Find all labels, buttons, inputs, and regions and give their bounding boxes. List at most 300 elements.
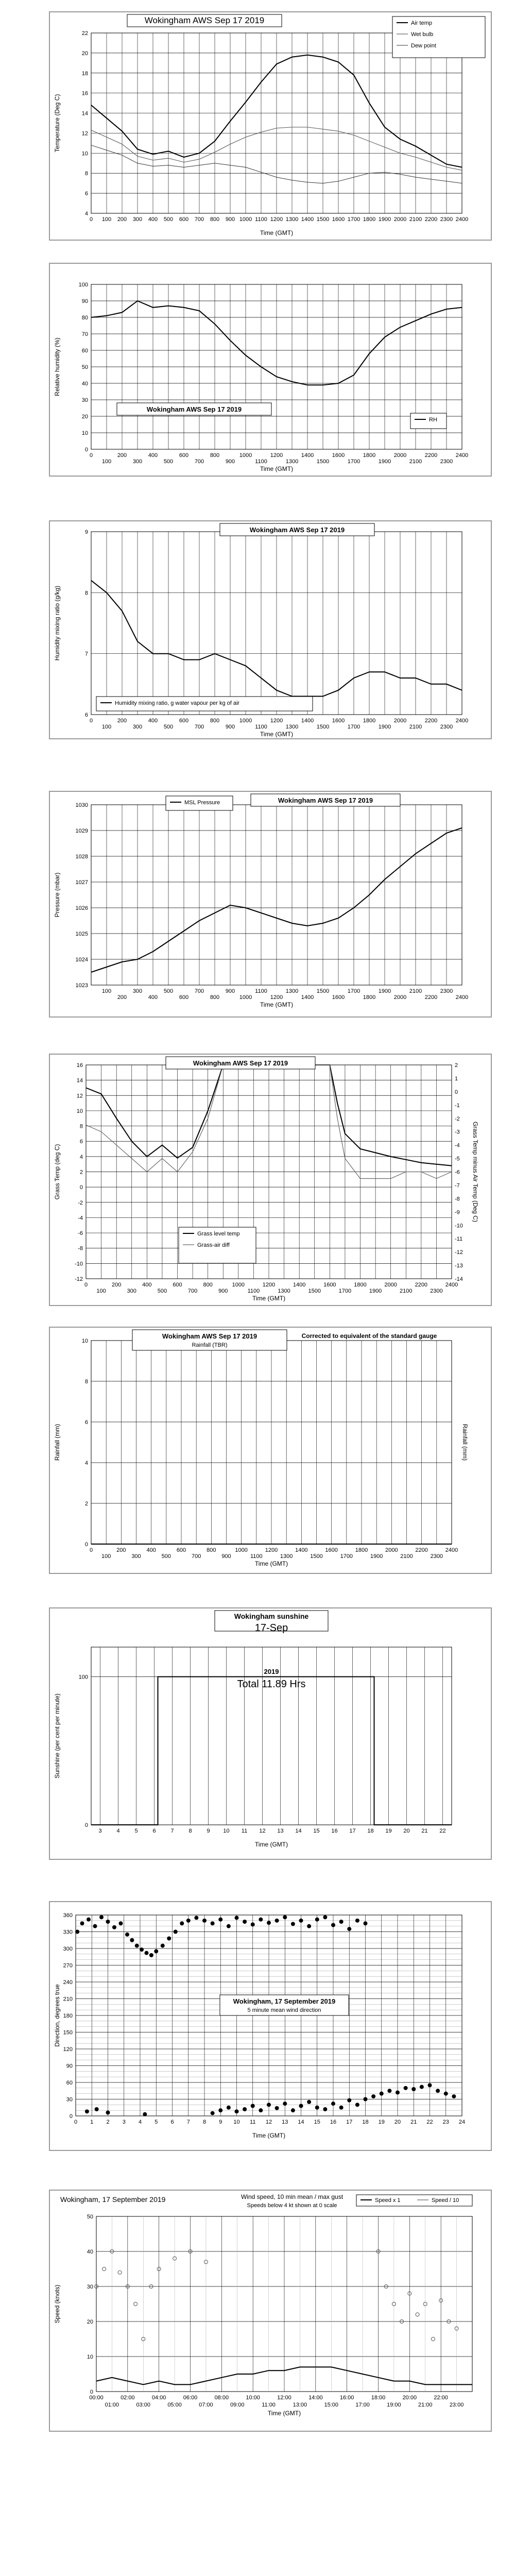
data-point [154,1949,158,1953]
chart-date: 17-Sep [254,1622,288,1634]
data-point [167,1937,171,1941]
x-tick-label: 2400 [455,994,469,1001]
y-tick-label: 180 [63,2013,73,2019]
x-axis-label: Time (GMT) [260,1001,294,1008]
x-tick-label: 900 [225,459,235,465]
y-tick-label: 10 [81,430,88,436]
x-tick-label: 700 [191,1553,201,1560]
x-tick-label: 7 [170,1828,174,1834]
x-tick-label: 1100 [255,724,267,730]
data-point [211,1921,215,1925]
x-tick-label: 2100 [409,724,422,730]
x-tick-label: 600 [179,718,189,724]
x-tick-label: 9 [219,2119,222,2125]
x-tick-label: 1800 [355,1547,368,1553]
x-tick-label: 06:00 [183,2395,198,2401]
x-tick-label: 2200 [415,1282,428,1288]
legend-label: Air temp [411,20,432,26]
grass-temp-chart-panel [49,1054,492,1306]
chart-subtitle: Rainfall (TBR) [192,1342,228,1348]
y-tick-label: 1027 [75,879,88,886]
y-tick-label: 10 [87,2354,93,2360]
x-tick-label: 1700 [347,724,360,730]
y-tick-label: 8 [79,1123,83,1130]
x-tick-label: 6 [170,2119,174,2125]
y-tick-label: 6 [84,1419,88,1426]
x-tick-label: 4 [116,1828,120,1834]
x-tick-label: 100 [101,1553,111,1560]
legend-label: Grass-air diff [197,1242,230,1248]
x-tick-label: 13:00 [293,2402,307,2408]
x-tick-label: 2200 [424,452,438,459]
legend-label: MSL Pressure [184,800,220,806]
wind-speed-chart-panel [49,2190,492,2432]
chart-title: Wokingham sunshine [234,1612,309,1620]
x-tick-label: 1800 [363,718,376,724]
pressure-chart [50,792,491,1016]
x-tick-label: 1900 [378,724,391,730]
y-tick-label: 40 [81,381,88,387]
data-point [85,2109,89,2113]
data-point [149,1953,153,1957]
x-tick-label: 11 [241,1828,248,1834]
x-tick-label: 1000 [239,216,252,223]
legend-box [410,413,447,429]
x-tick-label: 0 [89,216,93,223]
x-tick-label: 03:00 [136,2402,151,2408]
x-tick-label: 1400 [301,994,314,1001]
y-tick-label: 150 [63,2029,73,2036]
y-tick-label: 8 [84,590,88,597]
x-tick-label: 8 [188,1828,192,1834]
x-tick-label: 1100 [255,988,267,994]
x-tick-label: 100 [96,1288,106,1294]
y-tick-label: 2 [84,1501,88,1507]
x-axis-label: Time (GMT) [260,229,294,236]
y-right-tick-label: -13 [455,1263,463,1269]
chart-title: Wokingham AWS Sep 17 2019 [278,796,373,804]
data-point [143,2112,147,2116]
y-tick-label: 20 [81,50,88,57]
chart-title: Wokingham, 17 September 2019 [60,2195,166,2204]
data-point [125,1933,129,1937]
data-point [411,2087,416,2091]
x-tick-label: 700 [194,459,204,465]
y-right-tick-label: -4 [455,1142,460,1149]
y-tick-label: 80 [81,315,88,321]
x-tick-label: 400 [146,1547,156,1553]
x-tick-label: 1800 [354,1282,367,1288]
chart-total: Total 11.89 Hrs [237,1679,306,1690]
x-tick-label: 700 [194,724,204,730]
x-tick-label: 1900 [369,1288,382,1294]
x-tick-label: 1300 [285,988,299,994]
x-tick-label: 04:00 [151,2395,166,2401]
x-tick-label: 16 [331,1828,338,1834]
x-tick-label: 1600 [332,216,345,223]
x-tick-label: 2300 [440,459,453,465]
x-tick-label: 800 [210,216,220,223]
y-tick-label: 1025 [75,931,88,937]
x-tick-label: 10 [233,2119,240,2125]
data-point [235,2109,239,2113]
x-tick-label: 100 [101,988,112,994]
x-tick-label: 1400 [295,1547,308,1553]
x-axis-label: Time (GMT) [254,1560,288,1567]
y-tick-label: 360 [63,1912,73,1919]
y-tick-label: 270 [63,1962,73,1969]
y-axis-label: Humidity mixing ratio (g/kg) [54,585,61,661]
x-tick-label: 300 [132,724,143,730]
x-tick-label: 2100 [400,1553,413,1560]
x-tick-label: 2300 [440,988,453,994]
x-tick-label: 1000 [239,994,252,1001]
x-tick-label: 2200 [424,216,438,223]
y-tick-label: -12 [75,1276,83,1282]
x-tick-label: 100 [101,459,112,465]
x-tick-label: 10:00 [246,2395,260,2401]
data-point [347,1927,351,1931]
x-tick-label: 200 [111,1282,122,1288]
humidity-chart-panel [49,263,492,477]
x-tick-label: 09:00 [230,2402,245,2408]
x-tick-label: 1500 [316,459,330,465]
chart-year: 2019 [264,1668,279,1675]
y-tick-label: 90 [81,298,88,304]
data-point [275,1919,279,1923]
y-axis-label: Rainfall (mm) [54,1423,61,1461]
x-tick-label: 2000 [384,1282,397,1288]
data-point [323,1915,327,1919]
x-tick-label: 800 [210,452,220,459]
wind-direction-chart [50,1902,491,2150]
y-tick-label: 50 [87,2214,93,2220]
x-tick-label: 2400 [445,1282,458,1288]
y-tick-label: 100 [78,282,88,288]
x-tick-label: 21:00 [418,2402,433,2408]
x-tick-label: 4 [138,2119,142,2125]
x-tick-label: 2400 [455,216,469,223]
x-tick-label: 2100 [409,988,422,994]
x-tick-label: 14 [298,2119,304,2125]
x-tick-label: 02:00 [121,2395,135,2401]
y-tick-label: 300 [63,1946,73,1952]
x-tick-label: 22:00 [434,2395,448,2401]
y-tick-label: 6 [79,1139,83,1145]
data-point [364,2097,368,2102]
x-tick-label: 5 [154,2119,158,2125]
x-tick-label: 600 [179,452,189,459]
x-tick-label: 900 [225,216,235,223]
y-tick-label: 1030 [75,802,88,808]
x-tick-label: 3 [98,1828,102,1834]
x-tick-label: 1300 [285,724,299,730]
data-point [404,2086,408,2090]
x-tick-label: 14:00 [308,2395,323,2401]
data-point [99,1915,104,1919]
mixing-ratio-chart-panel [49,520,492,739]
x-tick-label: 1500 [316,724,330,730]
data-point [315,1918,319,1922]
x-tick-label: 19:00 [387,2402,401,2408]
data-point [259,2108,263,2112]
y-tick-label: 30 [87,2284,93,2290]
x-tick-label: 1400 [301,718,314,724]
x-tick-label: 08:00 [214,2395,229,2401]
x-tick-label: 2 [106,2119,110,2125]
x-tick-label: 7 [186,2119,190,2125]
data-point [235,1916,239,1920]
data-point [112,1925,116,1929]
data-point [436,2089,440,2093]
x-tick-label: 1200 [265,1547,278,1553]
x-tick-label: 1200 [270,718,283,724]
x-tick-label: 1000 [239,452,252,459]
data-point [299,2104,303,2108]
data-point [106,1920,110,1924]
x-tick-label: 800 [203,1282,213,1288]
y-axis-label: Sunshine (per cent per minute) [54,1693,61,1778]
data-point [218,2108,222,2112]
y-tick-label: 18 [81,70,88,77]
data-point [444,2092,448,2096]
x-tick-label: 22 [426,2119,433,2125]
data-point [140,1947,144,1952]
y-tick-label: -2 [78,1199,83,1206]
x-tick-label: 1800 [363,216,376,223]
data-point [227,2106,231,2110]
x-tick-label: 1500 [316,988,330,994]
sunshine-chart-panel [49,1607,492,1860]
x-tick-label: 2300 [430,1288,443,1294]
rainfall-chart [50,1328,491,1573]
y-right-tick-label: -7 [455,1182,460,1189]
y-tick-label: 2 [79,1169,83,1176]
data-point [307,2100,311,2104]
data-point [347,2098,351,2103]
y-tick-label: -4 [78,1215,83,1222]
data-point [251,1922,255,1926]
x-tick-label: 500 [163,988,174,994]
humidity-chart [50,264,491,476]
wind-direction-chart-panel [49,1901,492,2151]
y-tick-label: 0 [90,2389,93,2395]
y-tick-label: 20 [87,2319,93,2325]
data-point [283,2102,287,2106]
data-point [387,2089,391,2093]
x-tick-label: 200 [117,216,127,223]
x-tick-label: 2400 [445,1547,458,1553]
x-tick-label: 1000 [235,1547,248,1553]
x-tick-label: 400 [148,216,158,223]
data-point [323,2107,327,2111]
data-point [331,1923,335,1927]
x-tick-label: 100 [101,216,112,223]
grass-temp-chart [50,1055,491,1305]
x-tick-label: 500 [163,724,174,730]
data-point [93,1924,97,1928]
y-tick-label: 10 [76,1108,83,1114]
x-tick-label: 12 [259,1828,266,1834]
x-tick-label: 1200 [270,452,283,459]
y-axis-label: Relative humidity (%) [54,337,61,396]
y-tick-label: 0 [84,1541,88,1548]
y-tick-label: 1029 [75,828,88,834]
y-tick-label: 60 [66,2080,73,2086]
data-point [396,2091,400,2095]
data-point [243,1920,247,1924]
x-tick-label: 1000 [239,718,252,724]
x-tick-label: 1800 [363,452,376,459]
data-point [291,2108,295,2112]
y-tick-label: -6 [78,1230,83,1237]
x-tick-label: 300 [132,459,143,465]
x-tick-label: 17 [349,1828,356,1834]
y-tick-label: 330 [63,1929,73,1936]
x-tick-label: 18 [367,1828,374,1834]
y-tick-label: 1023 [75,982,88,989]
x-tick-label: 2300 [440,216,453,223]
data-point [355,1919,359,1923]
x-tick-label: 3 [122,2119,126,2125]
x-tick-label: 6 [152,1828,156,1834]
y-right-axis-label: Grass Temp minus Air Temp (Deg C) [472,1122,479,1222]
x-tick-label: 23:00 [449,2402,464,2408]
x-tick-label: 15:00 [324,2402,339,2408]
y-right-tick-label: 1 [455,1075,458,1082]
y-tick-label: 22 [81,30,88,37]
x-tick-label: 1500 [310,1553,323,1560]
x-tick-label: 20 [394,2119,401,2125]
x-tick-label: 900 [225,724,235,730]
y-tick-label: 12 [81,130,88,137]
x-tick-label: 0 [74,2119,78,2125]
y-tick-label: 100 [78,1674,88,1681]
x-tick-label: 13 [282,2119,288,2125]
x-tick-label: 1700 [347,988,360,994]
x-tick-label: 200 [117,718,127,724]
x-tick-label: 10 [223,1828,230,1834]
x-tick-label: 01:00 [105,2402,119,2408]
data-point [211,2111,215,2115]
y-axis-label: Pressure (mbar) [54,872,61,918]
x-tick-label: 400 [148,452,158,459]
x-tick-label: 1300 [278,1288,290,1294]
x-tick-label: 11:00 [262,2402,276,2408]
x-tick-label: 14 [295,1828,302,1834]
data-point [428,2083,432,2087]
y-tick-label: 14 [81,110,88,117]
x-tick-label: 200 [116,1547,126,1553]
y-right-tick-label: -10 [455,1223,463,1229]
data-point [380,2092,384,2096]
x-tick-label: 600 [173,1282,182,1288]
data-point [307,1924,311,1928]
x-tick-label: 1500 [308,1288,321,1294]
x-tick-label: 0 [89,452,93,459]
x-tick-label: 2100 [400,1288,413,1294]
x-tick-label: 1300 [280,1553,293,1560]
x-tick-label: 17:00 [355,2402,370,2408]
x-tick-label: 700 [187,1288,198,1294]
x-tick-label: 2200 [415,1547,428,1553]
x-tick-label: 1900 [378,216,391,223]
x-tick-label: 300 [127,1288,136,1294]
x-tick-label: 1100 [247,1288,260,1294]
data-point [218,1918,222,1922]
y-tick-label: 6 [84,191,88,197]
x-tick-label: 900 [221,1553,231,1560]
x-tick-label: 2000 [385,1547,398,1553]
x-axis-label: Time (GMT) [260,731,294,738]
x-tick-label: 1300 [285,216,299,223]
y-right-tick-label: -1 [455,1102,460,1109]
x-tick-label: 900 [225,988,235,994]
data-point [87,1918,91,1922]
x-axis-label: Time (GMT) [267,2410,301,2417]
x-tick-label: 1200 [270,994,283,1001]
mixing-ratio-chart [50,521,491,738]
y-tick-label: 16 [81,90,88,97]
legend-label: Speed x 1 [375,2197,401,2204]
data-point [106,2111,110,2115]
x-tick-label: 300 [131,1553,141,1560]
x-tick-label: 13 [277,1828,284,1834]
x-tick-label: 21 [421,1828,428,1834]
data-point [371,2094,375,2098]
data-point [339,1920,344,1924]
data-point [194,1916,198,1920]
x-tick-label: 00:00 [89,2395,104,2401]
data-point [145,1951,149,1955]
wind-speed-chart [50,2191,491,2431]
x-tick-label: 800 [207,1547,216,1553]
x-tick-label: 1400 [301,216,314,223]
y-tick-label: 12 [76,1093,83,1099]
x-axis-label: Time (GMT) [254,1841,288,1848]
data-point [267,1921,271,1925]
y-tick-label: 120 [63,2046,73,2053]
x-tick-label: 1500 [316,216,330,223]
x-tick-label: 2000 [393,452,407,459]
x-tick-label: 1100 [255,216,267,223]
legend-label: Wet bulb [411,31,434,38]
y-tick-label: 8 [84,1379,88,1385]
x-tick-label: 100 [101,724,112,730]
legend-label: Speed / 10 [432,2197,459,2204]
y-tick-label: 14 [76,1077,83,1084]
x-tick-label: 1400 [301,452,314,459]
x-tick-label: 18:00 [371,2395,386,2401]
x-tick-label: 15 [313,1828,320,1834]
x-axis-label: Time (GMT) [252,1295,286,1302]
y-tick-label: 8 [84,171,88,177]
chart-title: Wokingham AWS Sep 17 2019 [193,1059,288,1067]
y-tick-label: 1026 [75,905,88,911]
legend-label: RH [429,417,437,423]
y-tick-label: 1028 [75,854,88,860]
y-tick-label: 50 [81,364,88,370]
x-tick-label: 0 [89,718,93,724]
x-tick-label: 1000 [232,1282,245,1288]
x-tick-label: 2200 [424,994,438,1001]
data-point [331,2102,335,2106]
x-tick-label: 21 [410,2119,417,2125]
data-point [202,1919,207,1923]
chart-title: Wokingham AWS Sep 17 2019 [249,526,345,534]
x-tick-label: 16 [330,2119,337,2125]
x-tick-label: 300 [132,216,143,223]
